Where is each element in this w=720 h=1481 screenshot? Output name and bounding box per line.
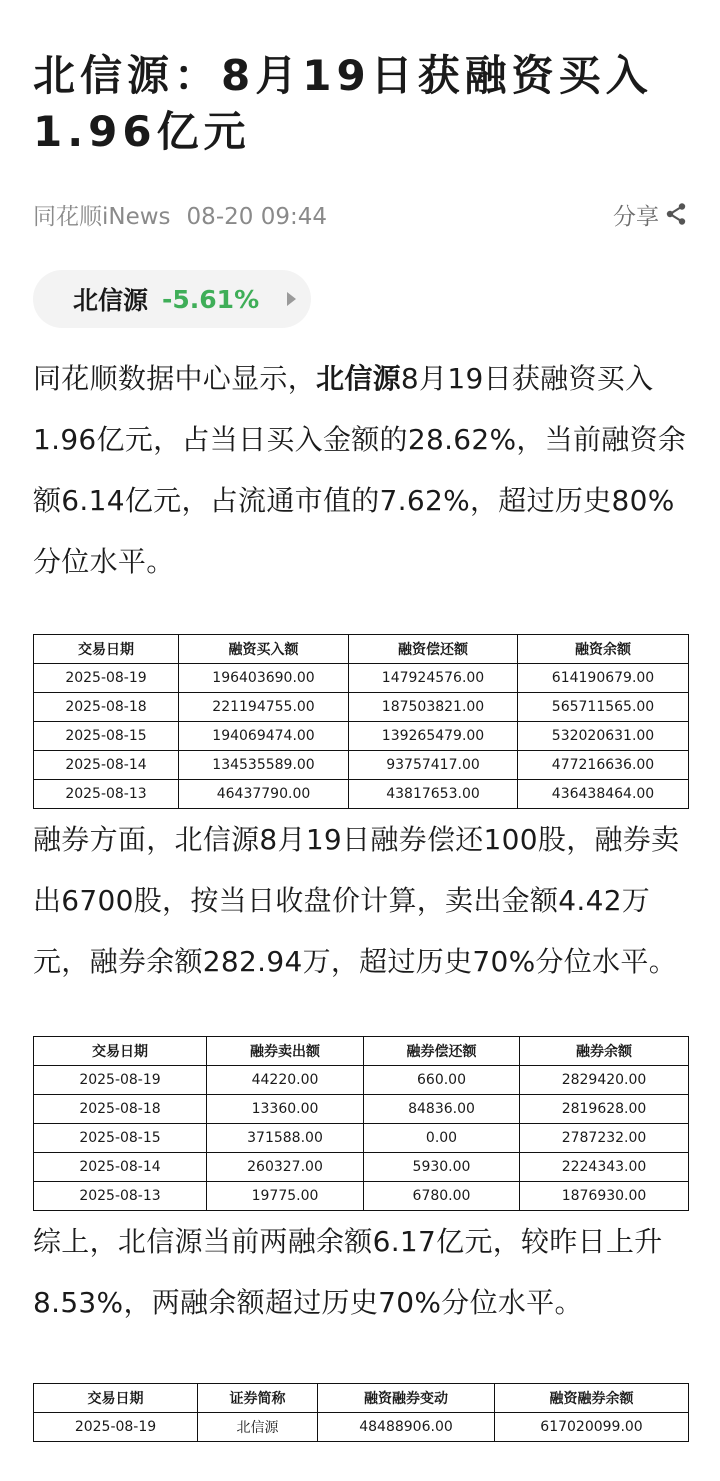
table-cell: 565711565.00 [518,693,689,722]
table-row [34,664,689,693]
table-cell: 221194755.00 [179,693,349,722]
table-row [34,751,689,780]
table-cell: 2829420.00 [520,1066,689,1095]
paragraph-summary: 综上，北信源当前两融余额6.17亿元，较昨日上升8.53%，两融余额超过历史70%分位水平。 [33,1225,663,1319]
table-cell: 1876930.00 [520,1182,689,1211]
chevron-right-icon [285,290,297,308]
table-cell: 19775.00 [207,1182,364,1211]
table-cell: 2025-08-18 [34,693,179,722]
stock-change: -5.61% [162,284,260,314]
table-cell: 194069474.00 [179,722,349,751]
table-header-cell: 证券简称 [198,1384,318,1413]
stock-quote-chip[interactable] [33,270,311,328]
table-header-cell: 融券卖出额 [207,1037,364,1066]
table-header-cell: 交易日期 [34,635,179,664]
table-header-row [34,1384,689,1413]
table-cell: 196403690.00 [179,664,349,693]
margin-summary-table [33,1383,689,1442]
share-icon [665,202,687,226]
table-cell: 2025-08-18 [34,1095,207,1124]
table-row [34,1413,689,1442]
table-cell: 477216636.00 [518,751,689,780]
article-datetime: 08-20 09:44 [186,203,327,230]
table-cell: 2025-08-19 [34,1413,198,1442]
table-header-cell: 融资买入额 [179,635,349,664]
table-header-cell: 融券偿还额 [364,1037,520,1066]
table-cell: 2025-08-13 [34,780,179,809]
table-cell: 北信源 [198,1413,318,1442]
table-header-cell: 交易日期 [34,1037,207,1066]
table-header-row [34,635,689,664]
table-cell: 371588.00 [207,1124,364,1153]
table-cell: 187503821.00 [349,693,518,722]
article-source-line [33,198,343,231]
table-cell: 13360.00 [207,1095,364,1124]
table-cell: 0.00 [364,1124,520,1153]
table-cell: 660.00 [364,1066,520,1095]
table-cell: 139265479.00 [349,722,518,751]
table-cell: 2025-08-15 [34,722,179,751]
table-row [34,1095,689,1124]
table-cell: 2025-08-15 [34,1124,207,1153]
table-header-cell: 融券余额 [520,1037,689,1066]
table-row [34,722,689,751]
table-cell: 2025-08-19 [34,1066,207,1095]
short-selling-table [33,1036,689,1211]
table-cell: 2025-08-14 [34,751,179,780]
table-row [34,1182,689,1211]
table-cell: 93757417.00 [349,751,518,780]
table-header-row [34,1037,689,1066]
table-cell: 2224343.00 [520,1153,689,1182]
table-row [34,1124,689,1153]
table-cell: 5930.00 [364,1153,520,1182]
table-header-cell: 融资偿还额 [349,635,518,664]
table-cell: 2787232.00 [520,1124,689,1153]
table-row [34,780,689,809]
table-row [34,693,689,722]
table-header-cell: 融资余额 [518,635,689,664]
stock-name: 北信源 [73,286,149,315]
paragraph-text: 同花顺数据中心显示， [33,362,317,395]
table-row [34,1066,689,1095]
paragraph-text: 8月19日获融资买入1.96亿元，占当日买入金额的28.62%，当前融资余额6.14亿元，占流通市值的7.62%，超过历史80%分位水平。 [33,362,687,578]
table-header-cell: 融资融券余额 [495,1384,689,1413]
table-cell: 2025-08-13 [34,1182,207,1211]
share-label: 分享 [613,203,659,230]
share-button[interactable] [613,198,687,231]
table-header-cell: 融资融券变动 [318,1384,495,1413]
article-source[interactable]: 同花顺iNews [33,203,171,230]
table-cell: 48488906.00 [318,1413,495,1442]
table-cell: 2025-08-19 [34,664,179,693]
table-row [34,1153,689,1182]
table-cell: 2819628.00 [520,1095,689,1124]
table-cell: 532020631.00 [518,722,689,751]
table-cell: 134535589.00 [179,751,349,780]
paragraph-financing [33,348,687,592]
article-title: 北信源：8月19日获融资买入1.96亿元 [33,51,653,156]
table-cell: 436438464.00 [518,780,689,809]
stock-link[interactable]: 北信源 [316,362,401,395]
table-cell: 44220.00 [207,1066,364,1095]
table-header-cell: 交易日期 [34,1384,198,1413]
table-cell: 2025-08-14 [34,1153,207,1182]
table-cell: 46437790.00 [179,780,349,809]
table-cell: 43817653.00 [349,780,518,809]
table-cell: 147924576.00 [349,664,518,693]
paragraph-short-selling: 融券方面，北信源8月19日融券偿还100股，融券卖出6700股，按当日收盘价计算，卖出金额4.42万元，融券余额282.94万，超过历史70%分位水平。 [33,823,680,978]
table-cell: 6780.00 [364,1182,520,1211]
table-cell: 84836.00 [364,1095,520,1124]
financing-table [33,634,689,809]
article-meta [33,194,687,234]
table-cell: 614190679.00 [518,664,689,693]
table-cell: 260327.00 [207,1153,364,1182]
table-cell: 617020099.00 [495,1413,689,1442]
